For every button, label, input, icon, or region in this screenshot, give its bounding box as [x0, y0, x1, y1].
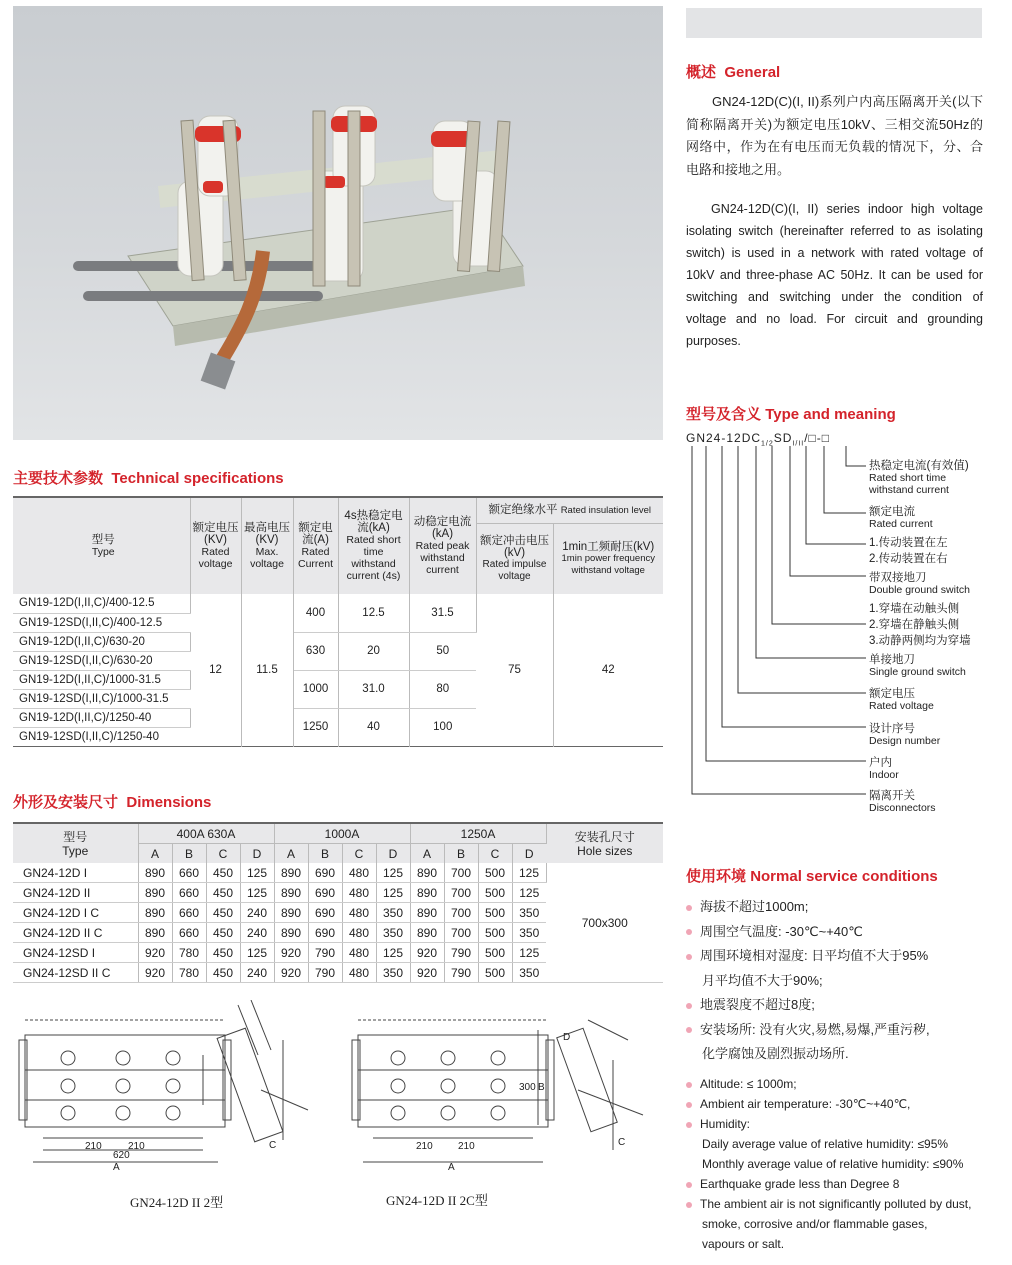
service-en-list — [686, 1074, 991, 1254]
dims-title: 外形及安装尺寸 Dimensions — [13, 794, 212, 811]
dims-row: GN24-12D I 890 660 450 125 890 690 480 125 890 700 500 125 700x300 — [13, 863, 663, 883]
bullet-icon — [686, 1182, 692, 1188]
technical-drawings — [13, 1000, 663, 1215]
service-en-item: Daily average value of relative humidity: ≤95% — [702, 1137, 949, 1151]
dims-row: GN24-12SD II C 920 780 450 240 920 790 480 350 920 790 500 350 — [13, 963, 663, 983]
type-code: $GN24-12DC_{1/2}SD_{I/II}/□-□$ — [686, 431, 831, 448]
spec-model: GN19-12SD(I,II,C)/400-12.5 — [13, 613, 190, 632]
label-double-ground: 带双接地刀 Double ground switch — [869, 572, 970, 596]
bullet-icon — [686, 929, 692, 935]
dim-300-right: 300 — [519, 1082, 536, 1093]
label-thermal-current: 热稳定电流(有效值) Rated short time withstand current — [869, 460, 969, 496]
label-wall-moving: 1.穿墙在动触头侧 — [869, 603, 960, 615]
service-en-item: Altitude: ≤ 1000m; — [686, 1074, 991, 1094]
spec-model: GN19-12D(I,II,C)/1250-40 — [13, 708, 190, 727]
left-drawing — [19, 1000, 308, 1162]
general-paragraph-cn: GN24-12D(C)(I, II)系列户内高压隔离开关(以下简称隔离开关)为额定电压10kV、三相交流50Hz的网络中，作为在有电压而无负载的情况下，分、合电路和接地之用。 — [686, 94, 983, 177]
dim-a-right: A — [448, 1162, 455, 1173]
label-wall-both: 3.动静两侧均为穿墙 — [869, 635, 971, 647]
bullet-icon — [686, 1102, 692, 1108]
dim-210-d: 210 — [458, 1141, 475, 1152]
type-meaning-title: 型号及含义 Type and meaning — [686, 406, 896, 423]
service-cn-list — [686, 895, 986, 1067]
service-cn-item: 化学腐蚀及剧烈振动场所. — [702, 1046, 849, 1061]
label-rated-voltage: 额定电压 Rated voltage — [869, 688, 934, 712]
specs-table: 型号 Type 额定电压(KV) Rated voltage 最高电压(KV) Max. voltage 额定电流(A) Rated Current 4s热稳定电流(kA) Rated short time withstand current (4s) 动稳定电流(kA) Rated peak withstand current 额定绝缘水平 Rated insulation level 额定冲击电压(kV) Rated impulse voltage 1min工频耐压(kV) 1min power frequency withstand voltage GN19-12D(I,II,C)/400-12.5 12 11.5 400 12.5 31.5 75 42 GN19-12SD(I,II,C)/400-12.5 GN19-12D(I,II,C)/630-20 630 20 50 GN19-12SD(I,II,C)/630-20 GN19-12D(I,II,C)/1000-31.5 1000 31.0 80 GN19-12SD(I,II,C)/1000-31.5 GN19-12D(I,II,C)/1250-40 1250 40 100 GN19-12SD(I,II,C)/1250-40 — [13, 496, 663, 747]
dim-210-a: 210 — [85, 1141, 102, 1152]
isolating-switch-illustration — [13, 6, 663, 440]
dim-a-left: A — [113, 1162, 120, 1173]
product-photo — [13, 6, 663, 440]
label-drive-right: 2.传动装置在右 — [869, 553, 948, 565]
spec-model: GN19-12SD(I,II,C)/1250-40 — [19, 730, 159, 743]
label-wall-static: 2.穿墙在静触头侧 — [869, 619, 960, 631]
dim-d-right: D — [563, 1032, 571, 1043]
service-en-item: Humidity: — [686, 1114, 991, 1134]
service-en-item: smoke, corrosive and/or flammable gases, — [702, 1217, 928, 1231]
left-drawing-caption: GN24-12D II 2型 — [130, 1195, 224, 1210]
dim-620: 620 — [113, 1150, 130, 1161]
service-cn-item: 周围环境相对湿度: 日平均值不大于95% — [686, 944, 986, 969]
bullet-icon — [686, 954, 692, 960]
type-code-leader-lines — [686, 446, 866, 796]
service-cn-item: 月平均值不大于90%; — [702, 972, 823, 988]
bullet-icon — [686, 1122, 692, 1128]
bullet-icon — [686, 1027, 692, 1033]
service-en-item: Earthquake grade less than Degree 8 — [686, 1174, 991, 1194]
spec-model: GN19-12SD(I,II,C)/1000-31.5 — [13, 689, 190, 708]
service-title: 使用环境 Normal service conditions — [686, 868, 938, 885]
dims-row: GN24-12D II 890 660 450 125 890 690 480 125 890 700 500 125 — [13, 883, 663, 903]
label-single-ground: 单接地刀 Single ground switch — [869, 654, 966, 678]
label-indoor: 户内 Indoor — [869, 757, 899, 781]
spec-model: GN19-12D(I,II,C)/1000-31.5 — [13, 670, 190, 689]
service-cn-item: 地震裂度不超过8度; — [686, 993, 986, 1018]
spec-model: GN19-12D(I,II,C)/400-12.5 — [13, 594, 190, 613]
dims-table: 型号 Type 400A 630A 1000A 1250A 安装孔尺寸 Hole sizes A B C D A B C D A B C D GN24-12D I 890 660 450 125 890 690 480 125 890 700 500 125 700x300 GN24-12D II 890 660 450 125 890 690 480 125 890 700 500 125 GN24-12D I C 890 660 450 240 890 690 480 350 890 700 500 350 GN24-12D II C 890 660 450 240 890 690 480 350 890 700 500 350 GN24-12SD I 920 780 450 125 920 790 480 125 920 790 500 125 GN24-12SD II C 920 780 450 240 920 790 480 350 920 790 500 350 — [13, 822, 663, 983]
right-drawing-caption: GN24-12D II 2C型 — [386, 1193, 488, 1208]
service-cn-item: 海拔不超过1000m; — [686, 895, 986, 920]
general-title: 概述 General — [686, 64, 781, 81]
service-en-item: Ambient air temperature: -30℃~+40℃, — [686, 1094, 991, 1114]
header-bar — [686, 8, 982, 38]
label-rated-current: 额定电流 Rated current — [869, 506, 933, 530]
service-en-item: Monthly average value of relative humidity: ≤90% — [702, 1157, 964, 1171]
service-cn-item: 安装场所: 没有火灾,易燃,易爆,严重污秽, — [686, 1018, 986, 1043]
label-disconnectors: 隔离开关 Disconnectors — [869, 790, 936, 814]
dims-row: GN24-12D I C 890 660 450 240 890 690 480 350 890 700 500 350 — [13, 903, 663, 923]
dims-row: GN24-12D II C 890 660 450 240 890 690 480 350 890 700 500 350 — [13, 923, 663, 943]
dim-c-left: C — [269, 1140, 277, 1151]
right-drawing — [352, 1020, 643, 1162]
dim-b-right: B — [538, 1082, 545, 1093]
service-en-item: The ambient air is not significantly polluted by dust, — [686, 1194, 991, 1214]
bullet-icon — [686, 1082, 692, 1088]
bullet-icon — [686, 905, 692, 911]
dims-row: GN24-12SD I 920 780 450 125 920 790 480 125 920 790 500 125 — [13, 943, 663, 963]
dim-210-c: 210 — [416, 1141, 433, 1152]
dim-210-b: 210 — [128, 1141, 145, 1152]
service-cn-item: 周围空气温度: -30℃~+40℃ — [686, 920, 986, 945]
label-design-number: 设计序号 Design number — [869, 723, 941, 747]
dim-c-right: C — [618, 1137, 626, 1148]
service-en-item: vapours or salt. — [702, 1237, 785, 1251]
bullet-icon — [686, 1003, 692, 1009]
hole-size: 700x300 — [546, 863, 663, 983]
general-paragraph-en: GN24-12D(C)(I, II) series indoor high voltage isolating switch (hereinafter referred to as isolating switch) is used in a network with rated voltage of 10kV and three-phase AC 50Hz. It can be used for switching and switching under the condition of voltage and no load. For circuit and grounding purposes. — [686, 202, 983, 348]
specs-title: 主要技术参数 Technical specifications — [13, 470, 284, 487]
spec-model: GN19-12SD(I,II,C)/630-20 — [13, 651, 190, 670]
bullet-icon — [686, 1202, 692, 1208]
label-drive-left: 1.传动装置在左 — [869, 537, 948, 549]
spec-model: GN19-12D(I,II,C)/630-20 — [13, 632, 190, 651]
